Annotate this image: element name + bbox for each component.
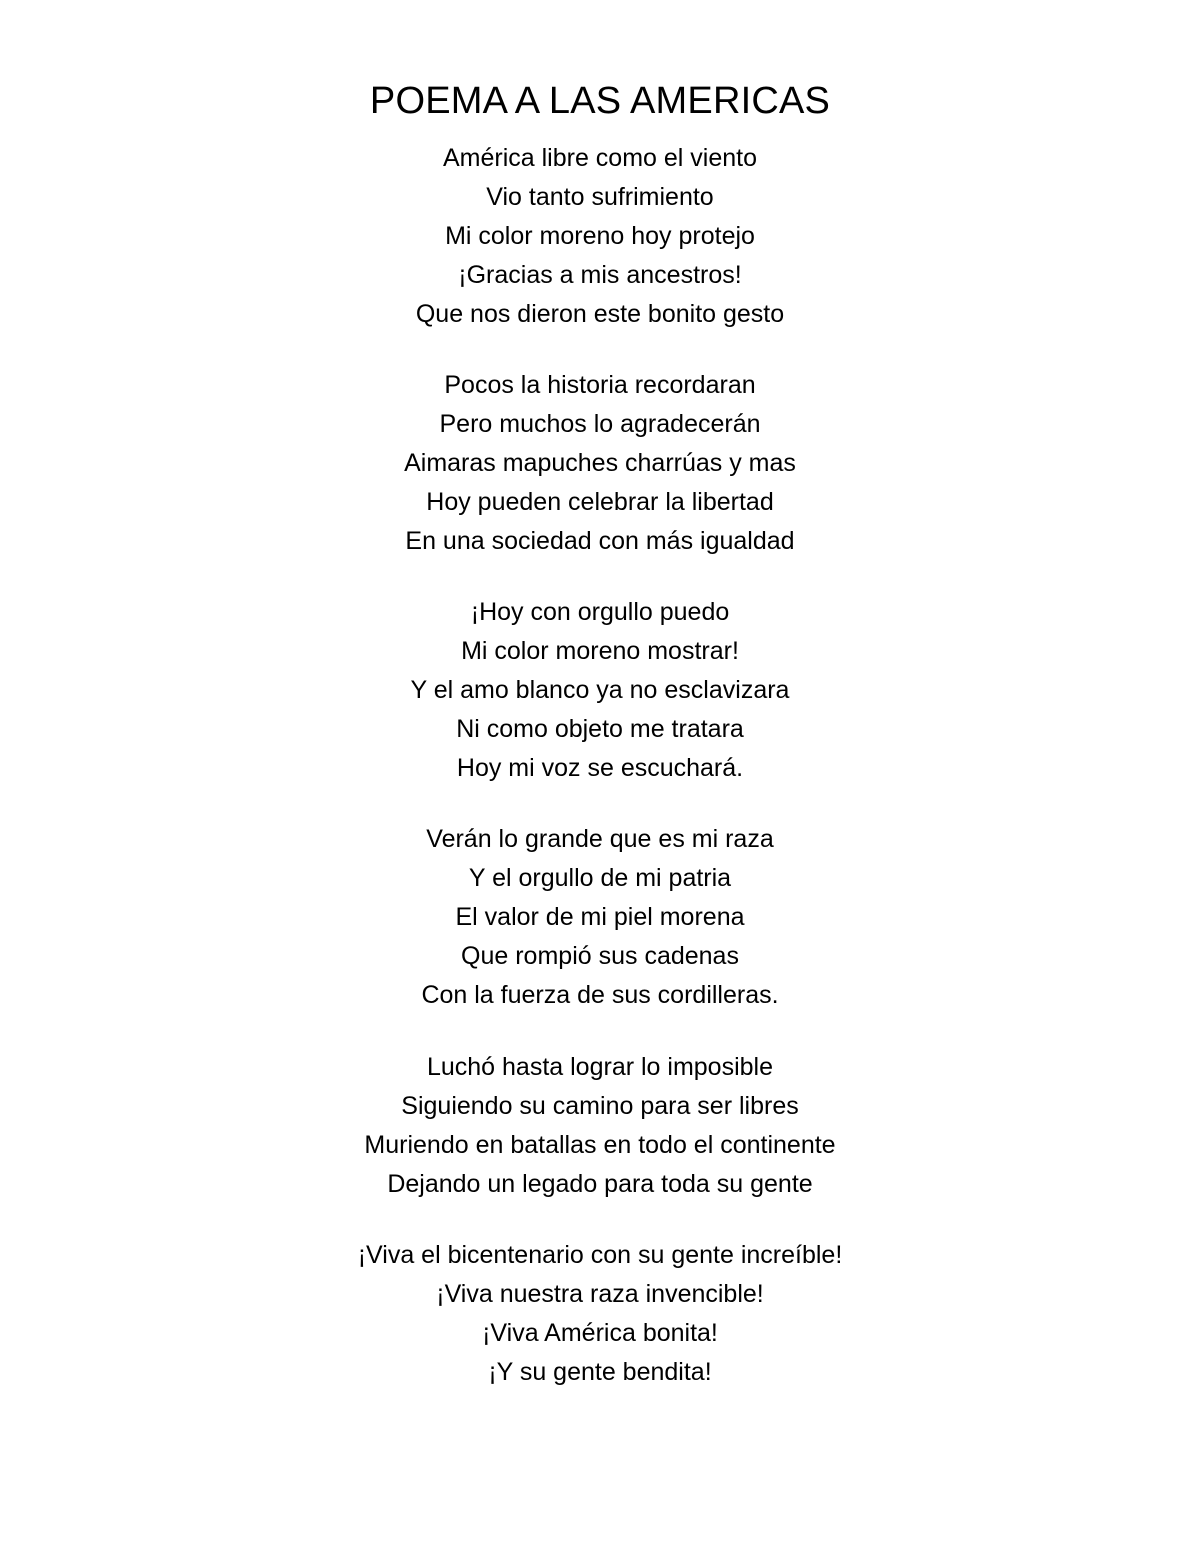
stanza-6: [0, 1236, 1200, 1392]
poem-line: Mi color moreno mostrar!: [461, 637, 739, 665]
poem-line: ¡Gracias a mis ancestros!: [458, 261, 742, 289]
poem-line: El valor de mi piel morena: [455, 903, 745, 931]
poem-line: Que rompió sus cadenas: [461, 942, 739, 970]
poem-line: Siguiendo su camino para ser libres: [401, 1092, 799, 1120]
poem-line: Luchó hasta lograr lo imposible: [426, 1053, 774, 1081]
stanza-3: [0, 593, 1200, 788]
poem-line: Vio tanto sufrimiento: [486, 183, 714, 211]
poem-line: Muriendo en batallas en todo el continente: [364, 1131, 836, 1159]
poem-line: Con la fuerza de sus cordilleras.: [421, 981, 779, 1009]
stanza-4: [0, 820, 1200, 1015]
poem-line: ¡Viva América bonita!: [482, 1319, 718, 1347]
poem-line: Hoy pueden celebrar la libertad: [426, 488, 774, 516]
stanza-2: [0, 366, 1200, 561]
poem-line: ¡Hoy con orgullo puedo: [470, 598, 730, 626]
poem-line: Ni como objeto me tratara: [456, 715, 744, 743]
poem-line: Dejando un legado para toda su gente: [387, 1170, 813, 1198]
poem-line: América libre como el viento: [442, 144, 757, 172]
poem-line: ¡Viva el bicentenario con su gente increíble!: [357, 1241, 843, 1269]
poem-line: Hoy mi voz se escuchará.: [456, 754, 744, 782]
poem-line: Verán lo grande que es mi raza: [426, 825, 774, 853]
poem-line: Que nos dieron este bonito gesto: [415, 300, 785, 328]
poem-title: POEMA A LAS AMERICAS: [369, 80, 831, 122]
poem-line: Pocos la historia recordaran: [444, 371, 756, 399]
poem-line: Aimaras mapuches charrúas y mas: [404, 449, 796, 477]
stanza-5: [0, 1048, 1200, 1204]
poem-line: ¡Viva nuestra raza invencible!: [436, 1280, 764, 1308]
poem-line: Y el orgullo de mi patria: [468, 864, 732, 892]
poem-line: ¡Y su gente bendita!: [488, 1358, 712, 1386]
stanza-1: [0, 139, 1200, 334]
poem-line: Pero muchos lo agradecerán: [439, 410, 761, 438]
poem-line: En una sociedad con más igualdad: [405, 527, 795, 555]
poem-line: Mi color moreno hoy protejo: [445, 222, 755, 250]
poem-line: Y el amo blanco ya no esclavizara: [410, 676, 790, 704]
